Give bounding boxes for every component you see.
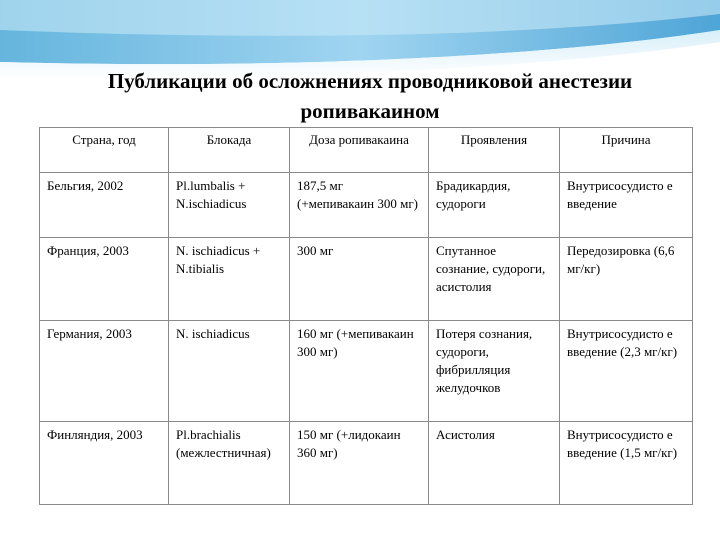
- cell-cause: Передозировка (6,6 мг/кг): [560, 238, 693, 321]
- cell-cause: Внутрисосудисто е введение: [560, 173, 693, 238]
- cell-cause: Внутрисосудисто е введение (1,5 мг/кг): [560, 422, 693, 505]
- title-line-1: Публикации об осложнениях проводниковой анестезии: [107, 69, 633, 93]
- title-line-2: ропивакаином: [300, 99, 440, 123]
- table-row: [40, 321, 693, 422]
- cell-dose: 160 мг (+мепивакаин 300 мг): [290, 321, 429, 422]
- cell-country-year: Бельгия, 2002: [40, 173, 169, 238]
- cell-block: N. ischiadicus + N.tibialis: [169, 238, 290, 321]
- cell-manifestations: Брадикардия, судороги: [429, 173, 560, 238]
- cell-block: Pl.brachialis (межлестничная): [169, 422, 290, 505]
- table-row: [40, 422, 693, 505]
- header-country-year: Страна, год: [40, 128, 169, 173]
- header-block: Блокада: [169, 128, 290, 173]
- cell-manifestations: Асистолия: [429, 422, 560, 505]
- table-row: [40, 173, 693, 238]
- cell-country-year: Германия, 2003: [40, 321, 169, 422]
- slide-title: [40, 66, 700, 126]
- cell-block: N. ischiadicus: [169, 321, 290, 422]
- table-row: [40, 238, 693, 321]
- table-header-row: [40, 128, 693, 173]
- cell-country-year: Финляндия, 2003: [40, 422, 169, 505]
- cell-manifestations: Спутанное сознание, судороги, асистолия: [429, 238, 560, 321]
- cell-dose: 300 мг: [290, 238, 429, 321]
- cell-cause: Внутрисосудисто е введение (2,3 мг/кг): [560, 321, 693, 422]
- cell-dose: 150 мг (+лидокаин 360 мг): [290, 422, 429, 505]
- header-cause: Причина: [560, 128, 693, 173]
- cell-manifestations: Потеря сознания, судороги, фибрилляция желудочков: [429, 321, 560, 422]
- header-manifestations: Проявления: [429, 128, 560, 173]
- complications-table: [39, 127, 693, 505]
- cell-block: Pl.lumbalis + N.ischiadicus: [169, 173, 290, 238]
- header-dose: Доза ропивакаина: [290, 128, 429, 173]
- cell-dose: 187,5 мг (+мепивакаин 300 мг): [290, 173, 429, 238]
- cell-country-year: Франция, 2003: [40, 238, 169, 321]
